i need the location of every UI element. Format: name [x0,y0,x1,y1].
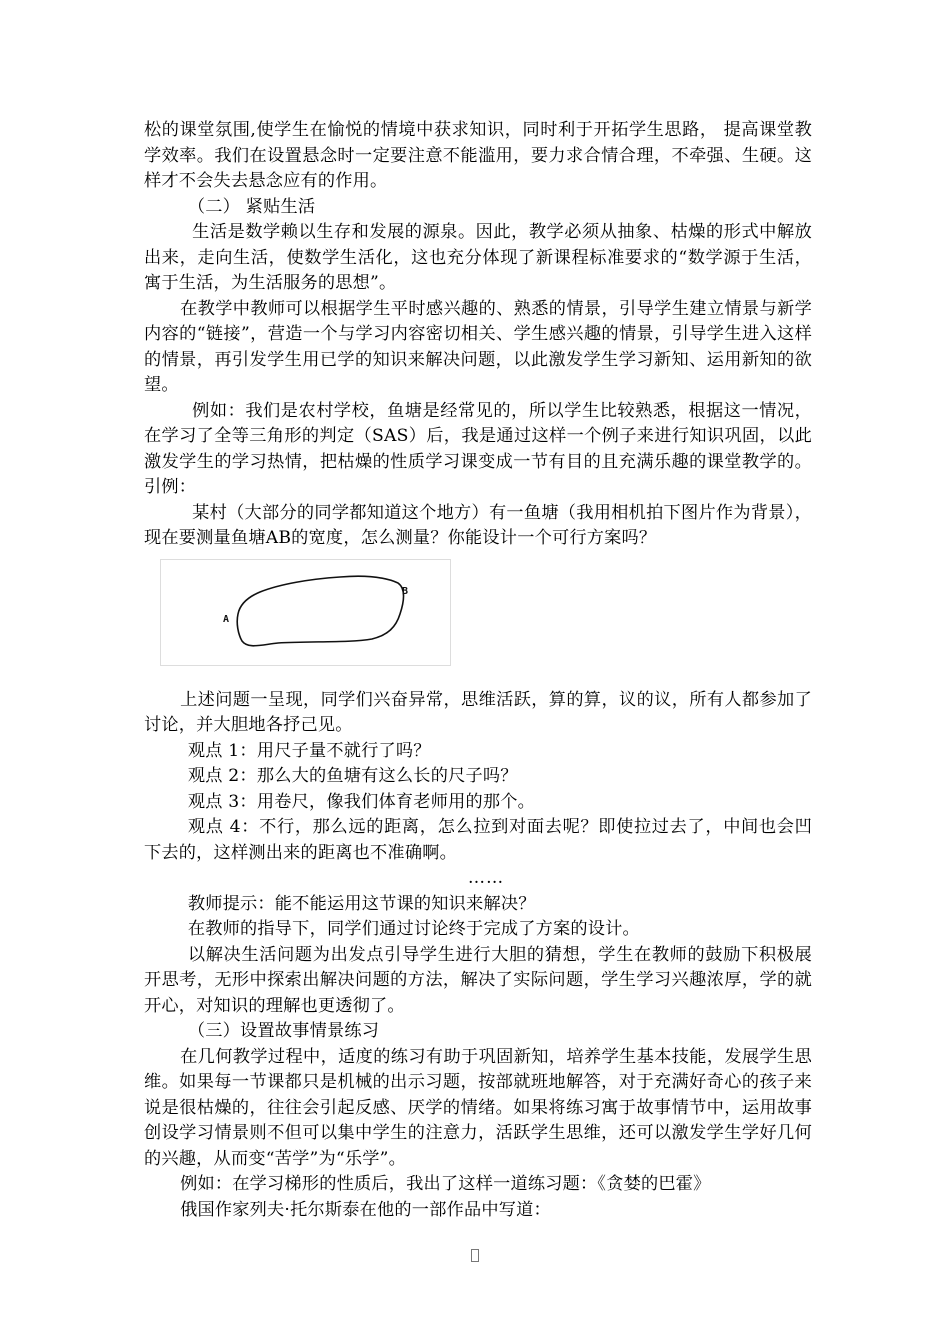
figure-frame [161,559,451,665]
paragraph: 教师提示：能不能运用这节课的知识来解决？ [187,893,536,914]
paragraph: 观点 2：那么大的鱼塘有这么长的尺子吗？ [187,766,518,786]
point-b-label: B [402,585,409,597]
paragraph: 俄国作家列夫·托尔斯泰在他的一部作品中写道： [180,1199,551,1220]
paragraph: 某村（大部分的同学都知道这个地方）有一鱼塘（我用相机拍下图片作为背景），现在要测量鱼塘AB的宽度，怎么测量？你能设计一个可行方案吗？ [144,502,812,548]
paragraph: 观点 1：用尺子量不就行了吗？ [187,740,431,761]
point-a-label: A [223,613,230,625]
paragraph: 以解决生活问题为出发点引导学生进行大胆的猜想，学生在教师的鼓励下积极展开思考，无形中探索出解决问题的方法，解决了实际问题，学生学习兴趣浓厚，学的就开心，对知识的理解也更透彻了。 [144,944,812,1016]
paragraph: 生活是数学赖以生存和发展的源泉。因此，教学必须从抽象、枯燥的形式中解放出来，走向生活，使数学生活化，这也充分体现了新课程标准要求的“数学源于生活，寓于生活，为生活服务的思想”。 [144,222,812,293]
paragraph: 观点 4：不行，那么远的距离，怎么拉到对面去呢？即使拉过去了，中间也会凹下去的，这样测出来的距离也不准确啊。 [144,817,812,863]
ellipsis: …… [467,868,505,888]
text-block-before-figure [144,118,812,552]
paragraph: 观点 3：用卷尺，像我们体育老师用的那个。 [187,791,536,812]
paragraph: 例如：在学习梯形的性质后，我出了这样一道练习题：《贪婪的巴霍》 [180,1174,711,1194]
paragraph: 例如：我们是农村学校，鱼塘是经常见的，所以学生比较熟悉，根据这一情况，在学习了全等三角形的判定（SAS）后，我是通过这样一个例子来进行知识巩固，以此激发学生的学习热情，把枯燥的性质学习课变成一节有目的且充满乐趣的课堂教学的。引例： [144,400,812,497]
page-number-box [471,1249,479,1262]
paragraph: 在几何教学过程中，适度的练习有助于巩固新知，培养学生基本技能，发展学生思维。如果每一节课都只是机械的出示习题，按部就班地解答，对于充满好奇心的孩子来说是很枯燥的，往往会引起反感、厌学的情绪。如果将练习寓于故事情节中，运用故事创设学习情景则不但可以集中学生的注意力，活跃学生思维，还可以激发学生学好几何的兴趣，从而变“苦学”为“乐学”。 [144,1046,812,1169]
paragraph: 松的课堂氛围,使学生在愉悦的情境中获求知识，同时利于开拓学生思路， 提高课堂教学效率。我们在设置悬念时一定要注意不能滥用，要力求合情合理，不牵强、生硬。这样才不会失去悬念应有的作用。 [144,120,812,191]
paragraph: 在教学中教师可以根据学生平时感兴趣的、熟悉的情景，引导学生建立情景与新学内容的“链接”，营造一个与学习内容密切相关、学生感兴趣的情景，引导学生进入这样的情景，再引发学生用已学的知识来解决问题，以此激发学生学习新知、运用新知的欲望。 [144,298,812,395]
section-heading: （二） 紧贴生活 [187,196,316,217]
text-block-after-figure [144,688,812,867]
section-heading: （三）设置故事情景练习 [187,1021,380,1041]
pond-figure [160,559,452,666]
paragraph: 上述问题一呈现，同学们兴奋异常，思维活跃，算的算，议的议，所有人都参加了讨论，并大胆地各抒己见。 [144,689,812,735]
pond-outline [237,576,403,646]
pond-diagram [160,559,452,666]
paragraph: 在教师的指导下，同学们通过讨论终于完成了方案的设计。 [187,919,640,939]
text-block-end [144,892,812,1224]
document-body [144,118,812,1223]
